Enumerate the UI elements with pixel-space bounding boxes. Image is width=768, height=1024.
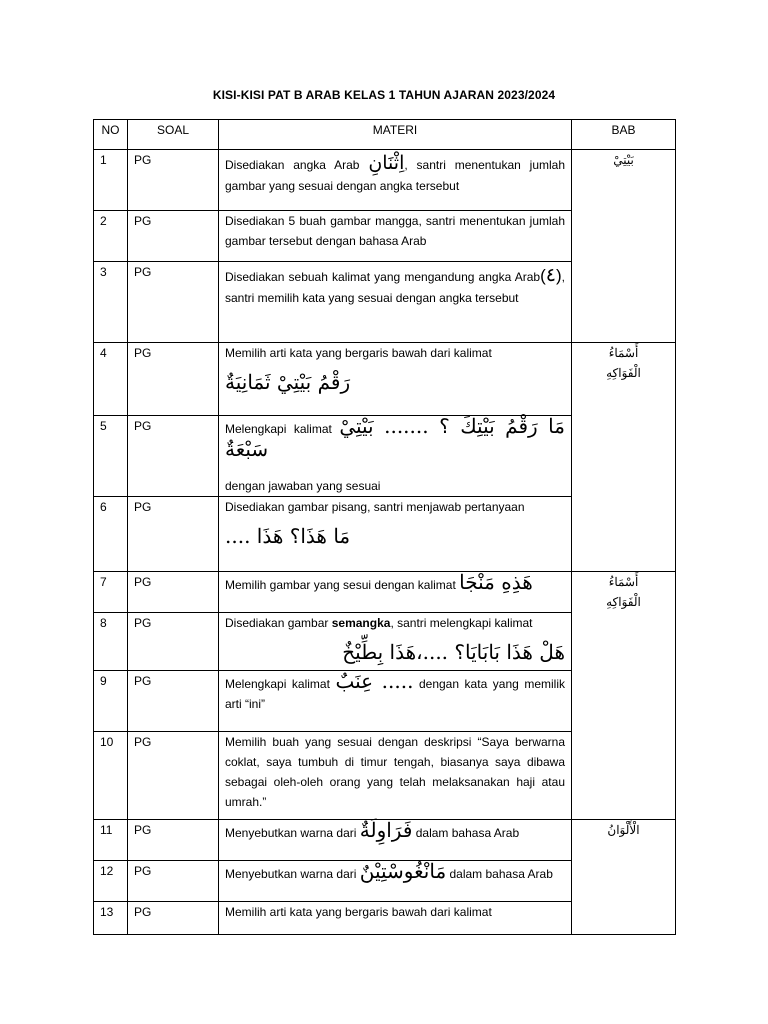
row-materi [219,262,572,343]
materi-text: Menyebutkan warna dari [225,826,360,840]
table-header-row [94,120,676,150]
row-no: 1 [94,150,128,211]
row-materi [219,343,572,416]
paren-close: ) [555,266,562,285]
materi-text: Melengkapi kalimat [225,677,336,691]
row-soal: PG [128,902,219,935]
header-no: NO [94,120,128,150]
arabic-sentence: هَلْ هَذَا بَابَايَا؟ ....،هَذَا بِطِّيْخٌ [342,640,565,664]
row-soal: PG [128,343,219,416]
row-soal: PG [128,671,219,732]
row-no: 13 [94,902,128,935]
bab-cell-alwan [572,820,676,935]
row-no: 2 [94,211,128,262]
row-materi: Memilih arti kata yang bergaris bawah dari kalimat [219,902,572,935]
table-row [94,150,676,211]
header-materi: MATERI [219,120,572,150]
arabic-sentence: مَا رَقْمُ بَيْتِكَ ؟ ....... بَيْتِيْ سَبْعَةٌ [225,414,565,461]
arabic-number: اِثْنَانِ [368,152,405,174]
materi-text: dalam bahasa Arab [412,826,520,840]
arabic-sentence: ..... عِنَبٌ [335,669,414,693]
table-row [94,820,676,861]
row-materi [219,820,572,861]
row-materi [219,150,572,211]
row-materi [219,671,572,732]
row-materi [219,861,572,902]
bab-label-line1: أَسْمَاءُ [608,346,639,360]
materi-text: , santri menentukan jumlah gambar yang sesuai dengan angka tersebut [225,158,565,193]
bab-cell-baiti [572,150,676,343]
document-title: KISI-KISI PAT B ARAB KELAS 1 TAHUN AJARAN 2023/2024 [212,88,556,102]
header-bab: BAB [572,120,676,150]
row-soal: PG [128,150,219,211]
row-no: 12 [94,861,128,902]
table-row [94,343,676,416]
materi-text: , santri memilih kata yang sesuai dengan angka tersebut [225,270,565,305]
bab-label: بَيْتِيْ [613,153,634,167]
bab-label-line2: الْفَوَاكِهِ [606,595,641,609]
row-no: 4 [94,343,128,416]
bab-label-line1: أَسْمَاءُ [608,575,639,589]
row-soal: PG [128,820,219,861]
row-no: 5 [94,416,128,497]
materi-text: Disediakan sebuah kalimat yang mengandung angka Arab [225,270,541,284]
kisi-kisi-table [93,119,676,935]
row-no: 11 [94,820,128,861]
materi-text: Disediakan angka Arab [225,158,369,172]
bab-cell-asmaul-fawakih [572,343,676,572]
row-no: 9 [94,671,128,732]
row-materi [219,497,572,572]
row-soal: PG [128,572,219,613]
materi-text: Memilih arti kata yang bergaris bawah dari kalimat [225,346,492,360]
arabic-digit: ٤ [545,264,556,286]
materi-text: Melengkapi kalimat [225,422,340,436]
materi-text: Memilih gambar yang sesui dengan kalimat [225,578,460,592]
paren-open: ( [540,266,546,285]
row-no: 7 [94,572,128,613]
row-materi [219,613,572,671]
row-no: 8 [94,613,128,671]
bab-label-line2: الْفَوَاكِهِ [606,366,641,380]
arabic-sentence: رَقْمُ بَيْتِيْ ثَمَانِيَةٌ [225,370,351,394]
row-materi: Disediakan 5 buah gambar mangga, santri menentukan jumlah gambar tersebut dengan bahasa Arab [219,211,572,262]
row-soal: PG [128,211,219,262]
row-materi [219,572,572,613]
arabic-sentence: هَذِهِ مَنْجَا [459,570,533,594]
row-soal: PG [128,262,219,343]
materi-text: Menyebutkan warna dari [225,867,360,881]
materi-text: Disediakan gambar pisang, santri menjawab pertanyaan [225,500,525,514]
row-no: 3 [94,262,128,343]
arabic-sentence: مَا هَذَا؟ هَذَا .... [225,524,351,548]
header-soal: SOAL [128,120,219,150]
arabic-word: فَرَاوِلَةٌ [359,818,413,842]
bab-label: الْأَلْوَانُ [607,823,640,837]
table-row [94,572,676,613]
row-soal: PG [128,732,219,820]
arabic-word: مَانْغُوسْتِيْنٌ [359,859,447,883]
row-no: 10 [94,732,128,820]
row-soal: PG [128,497,219,572]
bab-cell-asmaul-fawakih-2 [572,572,676,820]
materi-text: dengan jawaban yang sesuai [225,479,381,493]
row-soal: PG [128,613,219,671]
row-materi [219,416,572,497]
materi-text: Disediakan gambar [225,616,332,630]
materi-text: dengan kata yang memilik arti “ini” [225,677,565,711]
row-soal: PG [128,416,219,497]
materi-bold: semangka [331,616,391,630]
row-soal: PG [128,861,219,902]
row-materi: Memilih buah yang sesuai dengan deskripsi “Saya berwarna coklat, saya tumbuh di timur tengah, biasanya saya dibawa sebagai oleh-oleh orang yang telah melaksanakan haji atau umrah.” [219,732,572,820]
row-no: 6 [94,497,128,572]
materi-text: dalam bahasa Arab [446,867,553,881]
materi-text: , santri melengkapi kalimat [390,616,533,630]
